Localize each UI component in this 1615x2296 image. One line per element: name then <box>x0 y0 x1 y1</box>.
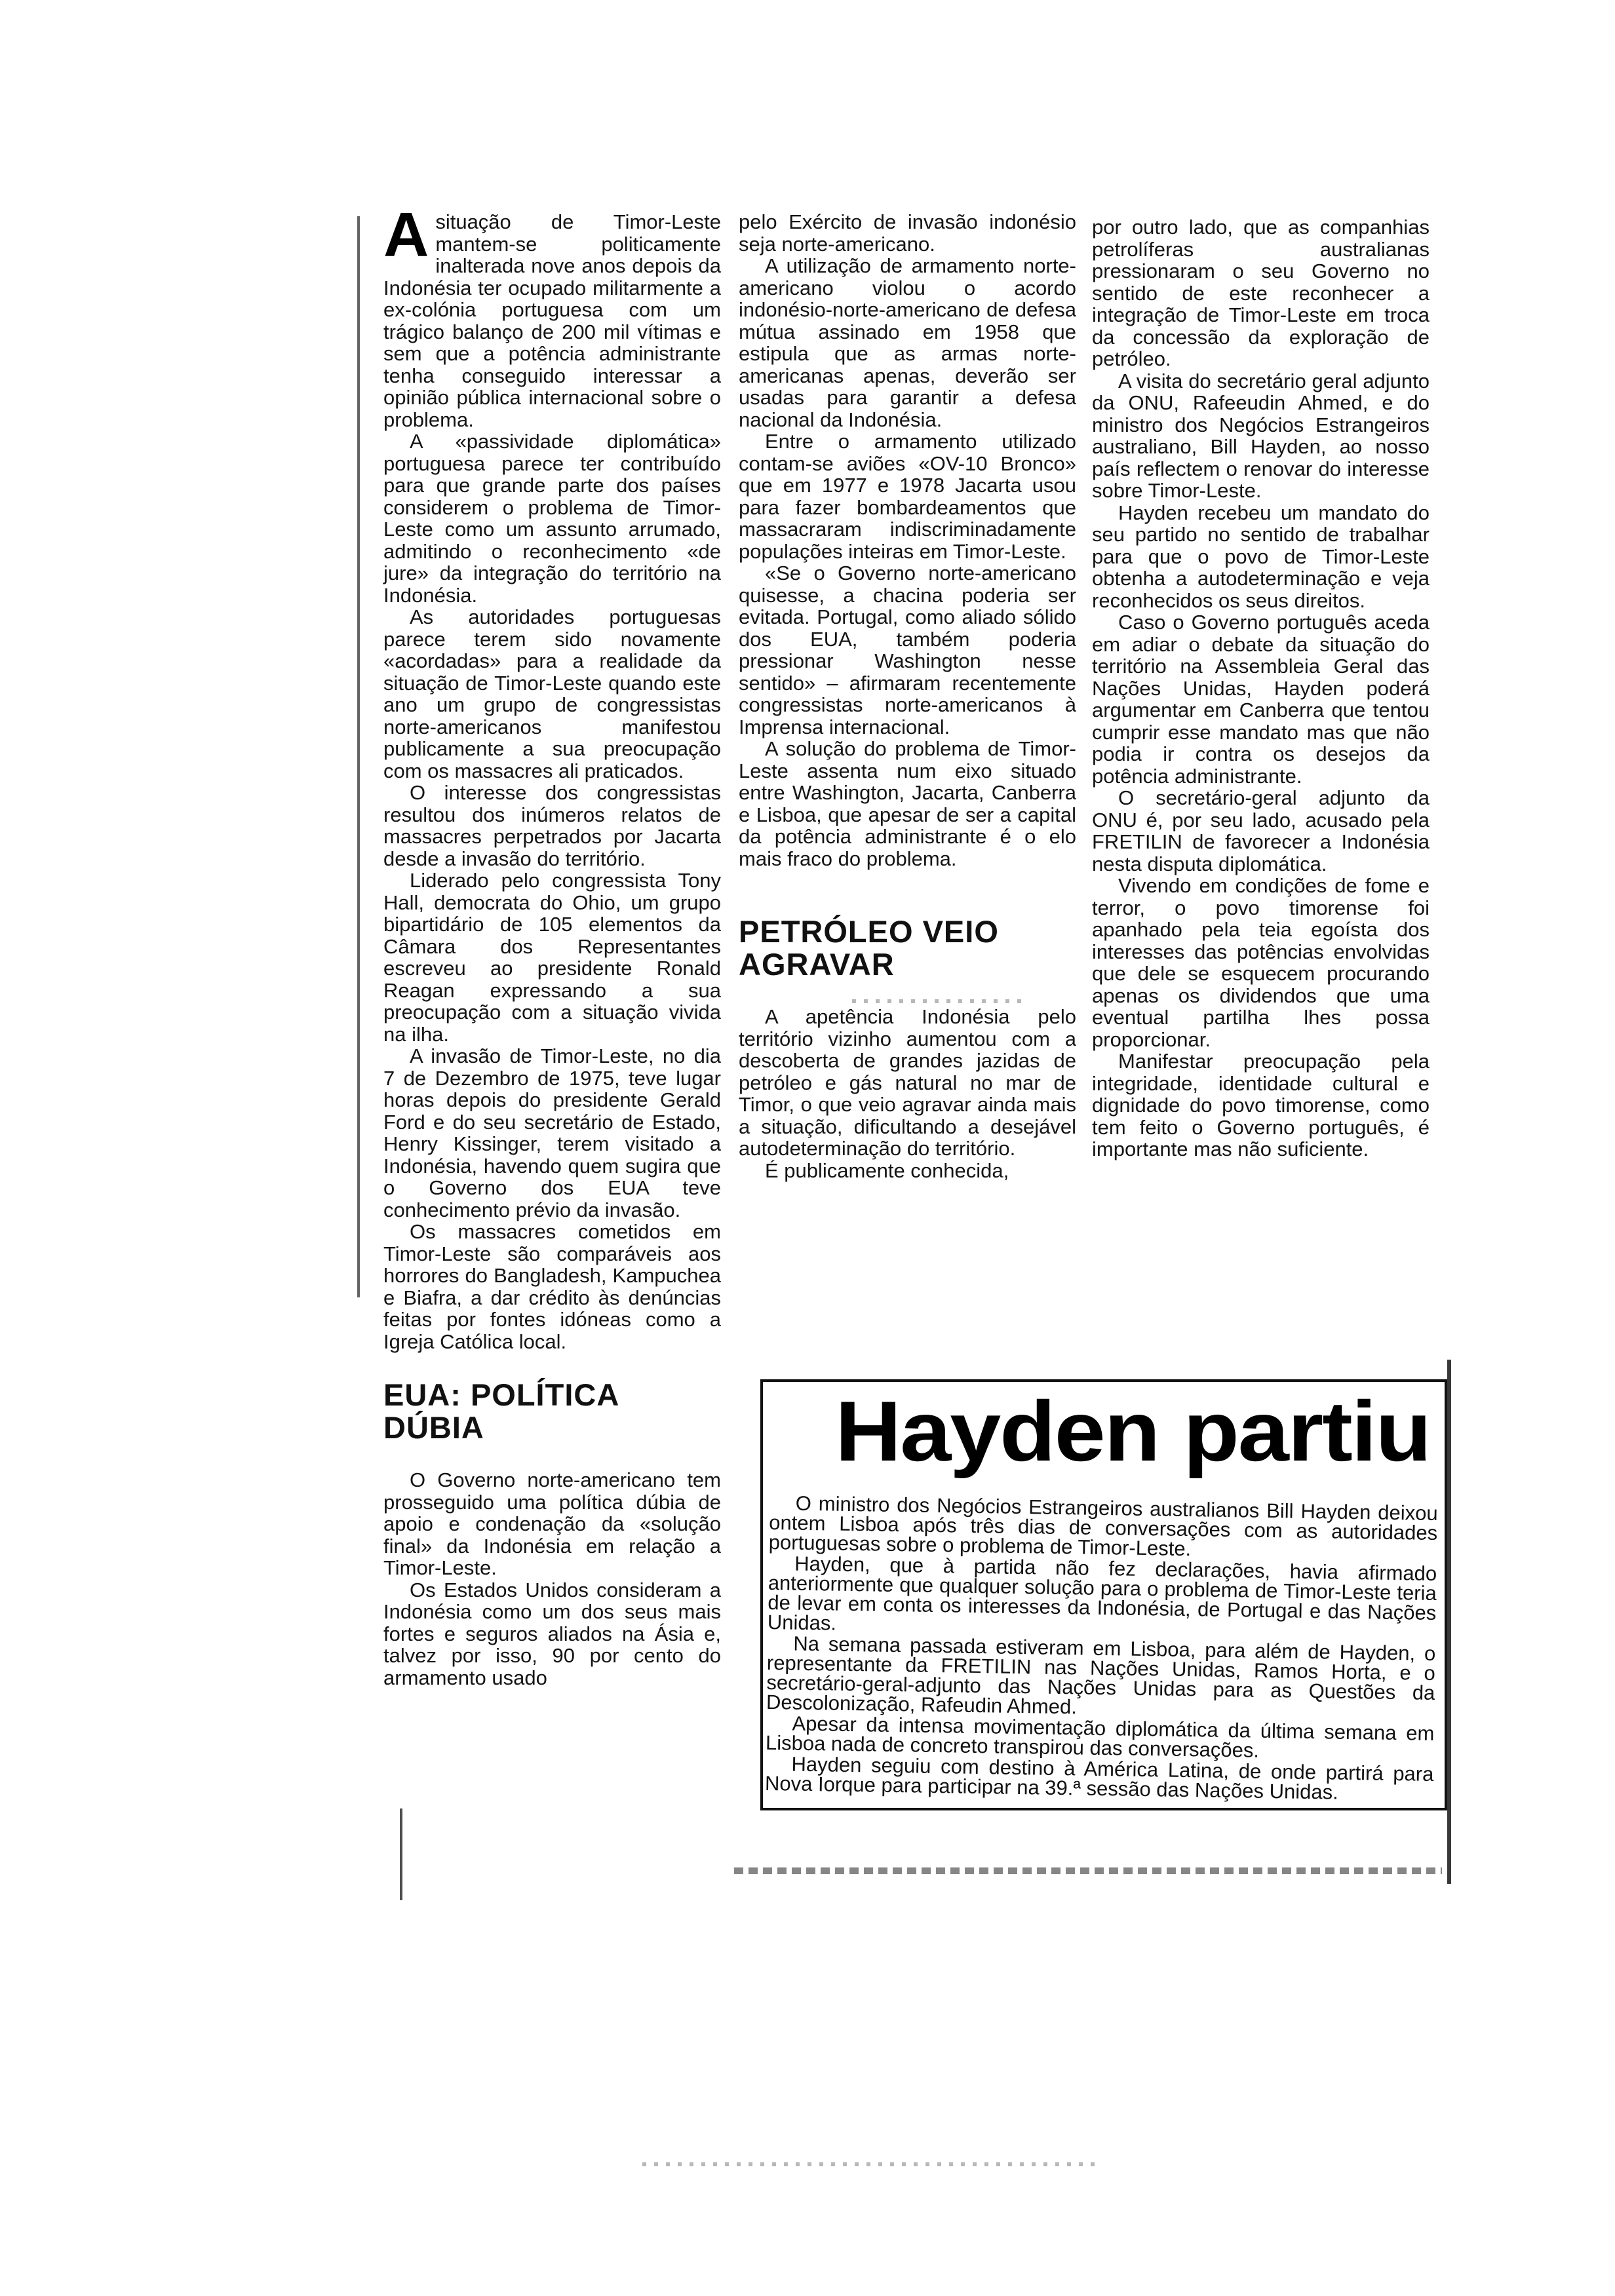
paragraph: A solução do problema de Timor-Leste assenta num eixo situado entre Washington, Jacarta, Canberra e Lisboa, que apesar de ser a capital da potência administrante é o elo mais fraco do problema. <box>739 737 1076 870</box>
article-column-3 <box>1092 216 1430 1160</box>
box-paragraph: Na semana passada estiveram em Lisboa, para além de Hayden, o representante da FRETILIN nas Nações Unidas, Ramos Horta, e o secretário-geral-adjunto das Nações Unidas para as Questões da Descolonização, Rafeudin Ahmed. <box>766 1632 1436 1719</box>
box-bottom-shadow <box>734 1867 1442 1874</box>
left-margin-rule-bottom <box>400 1808 402 1900</box>
box-paragraph: Apesar da intensa movimentação diplomática da última semana em Lisboa nada de concreto transpirou das conversações. <box>765 1712 1435 1762</box>
paragraph: «Se o Governo norte-americano quisesse, a chacina poderia ser evitada. Portugal, como aliado sólido dos EUA, também poderia pressionar Washington nesse sentido» – afirmaram recentemente congressistas norte-americanos à Imprensa internacional. <box>739 562 1076 738</box>
box-title: Hayden partiu <box>835 1383 1431 1479</box>
paragraph: A visita do secretário geral adjunto da ONU, Rafeeudin Ahmed, e do ministro dos Negócios Estrangeiros australiano, Bill Hayden, ao nosso país reflectem o renovar do interesse sobre Timor-Leste. <box>1092 369 1430 502</box>
paragraph: Entre o armamento utilizado contam-se aviões «OV-10 Bronco» que em 1977 e 1978 Jacarta usou para fazer bombardeamentos que massacraram indiscriminadamente populações inteiras em Timor-Leste. <box>739 430 1076 563</box>
box-paragraph: Hayden, que à partida não fez declarações, havia afirmado anteriormente que qualquer solução para o problema de Timor-Leste teria de levar em conta os interesses da Indonésia, de Portugal e das Nações Unidas. <box>767 1552 1437 1635</box>
left-margin-rule <box>357 216 360 1297</box>
paragraph: Os Estados Unidos consideram a Indonésia como um dos seus mais fortes e seguros aliados na Ásia e, talvez por isso, 90 por cento do armamento usado <box>383 1578 721 1689</box>
paragraph: A utilização de armamento norte-americano violou o acordo indonésio-norte-americano de defesa mútua assinado em 1958 que estipula que as armas norte-americanas apenas, deverão ser usadas para garantir a defesa nacional da Indonésia. <box>739 254 1076 431</box>
paragraph-1-text: situação de Timor-Leste mantem-se politicamente inalterada nove anos depois da Indonésia ter ocupado militarmente a ex-colónia portuguesa com um trágico balanço de 200 mil vítimas e sem que a potência administrante tenha conseguido interessar a opinião pública internacional sobre o problema. <box>383 210 721 431</box>
hayden-partiu-box <box>760 1379 1447 1810</box>
scan-smudge <box>852 999 1022 1003</box>
paragraph: Os massacres cometidos em Timor-Leste são comparáveis aos horrores do Bangladesh, Kampuchea e Biafra, a dar crédito às denúncias feitas por fontes idóneas como a Igreja Católica local. <box>383 1220 721 1353</box>
paragraph: A apetência Indonésia pelo território vizinho aumentou com a descoberta de grandes jazidas de petróleo e gás natural no mar de Timor, o que veio agravar ainda mais a situação, dificultando a desejável autodeterminação do território. <box>739 1005 1076 1160</box>
paragraph: O interesse dos congressistas resultou dos inúmeros relatos de massacres perpetrados por Jacarta desde a invasão do território. <box>383 781 721 870</box>
box-paragraph: Hayden seguiu com destino à América Latina, de onde partirá para Nova Iorque para participar na 39.ª sessão das Nações Unidas. <box>764 1752 1434 1804</box>
paragraph: As autoridades portuguesas parece terem sido novamente «acordadas» para a realidade da situação de Timor-Leste quando este ano um grupo de congressistas norte-americanos manifestou publicamente a sua preocupação com os massacres ali praticados. <box>383 605 721 782</box>
paragraph: pelo Exército de invasão indonésio seja norte-americano. <box>739 210 1076 256</box>
paragraph: O Governo norte-americano tem prosseguido uma política dúbia de apoio e condenação da «solução final» da Indonésia em relação a Timor-Leste. <box>383 1468 721 1579</box>
paragraph: É publicamente conhecida, <box>765 1158 1009 1182</box>
paragraph: Caso o Governo português aceda em adiar o debate da situação do território na Assembleia Geral das Nações Unidas, Hayden poderá argumentar em Canberra que tentou cumprir esse mandato mas que não podia ir contra os desejos da potência administrante. <box>1092 611 1430 788</box>
paragraph: Manifestar preocupação pela integridade, identidade cultural e dignidade do povo timorense, como tem feito o Governo português, é importante mas não suficiente. <box>1092 1050 1430 1160</box>
subheading-petroleo: PETRÓLEO VEIO AGRAVAR <box>739 914 999 982</box>
subheading-eua: EUA: POLÍTICA DÚBIA <box>383 1377 619 1445</box>
paragraph: Liderado pelo congressista Tony Hall, democrata do Ohio, um grupo bipartidário de 105 elementos da Câmara dos Representantes escreveu ao presidente Ronald Reagan expressando a sua preocupação com a situação vivida na ilha. <box>383 869 721 1046</box>
article-column-1 <box>383 200 721 1689</box>
paragraph: Vivendo em condições de fome e terror, o povo timorense foi apanhado pela teia egoísta dos interesses das potências envolvidas que dele se esquecem procurando apenas os dividendos que uma eventual partilha lhes possa proporcionar. <box>1092 874 1430 1051</box>
article-column-2 <box>739 211 1076 1181</box>
paragraph: por outro lado, que as companhias petrolíferas australianas pressionaram o seu Governo no sentido de este reconhecer a integração de Timor-Leste em troca da concessão da exploração de petróleo. <box>1092 216 1430 370</box>
paragraph: O secretário-geral adjunto da ONU é, por seu lado, acusado pela FRETILIN de favorecer a Indonésia nesta disputa diplomática. <box>1092 786 1430 875</box>
paragraph: A «passividade diplomática» portuguesa parece ter contribuído para que grande parte dos países considerem o problema de Timor-Leste como um assunto arrumado, admitindo o reconhecimento «de jure» da integração do território na Indonésia. <box>383 430 721 607</box>
box-paragraph: O ministro dos Negócios Estrangeiros australianos Bill Hayden deixou ontem Lisboa após três dias de conversações com as autoridades portuguesas sobre o problema de Timor-Leste. <box>768 1491 1438 1561</box>
paragraph-1 <box>383 200 721 431</box>
box-body <box>765 1493 1438 1805</box>
scan-smudge <box>642 2162 1101 2166</box>
paragraph: Hayden recebeu um mandato do seu partido no sentido de trabalhar para que o povo de Timor-Leste obtenha a autodeterminação e veja reconhecidos os seus direitos. <box>1092 501 1430 612</box>
paragraph: A invasão de Timor-Leste, no dia 7 de Dezembro de 1975, teve lugar horas depois do presidente Gerald Ford e do seu secretário de Estado, Henry Kissinger, terem visitado a Indonésia, havendo quem sugira que o Governo dos EUA teve conhecimento prévio da invasão. <box>383 1044 721 1221</box>
drop-cap: A <box>383 200 429 270</box>
